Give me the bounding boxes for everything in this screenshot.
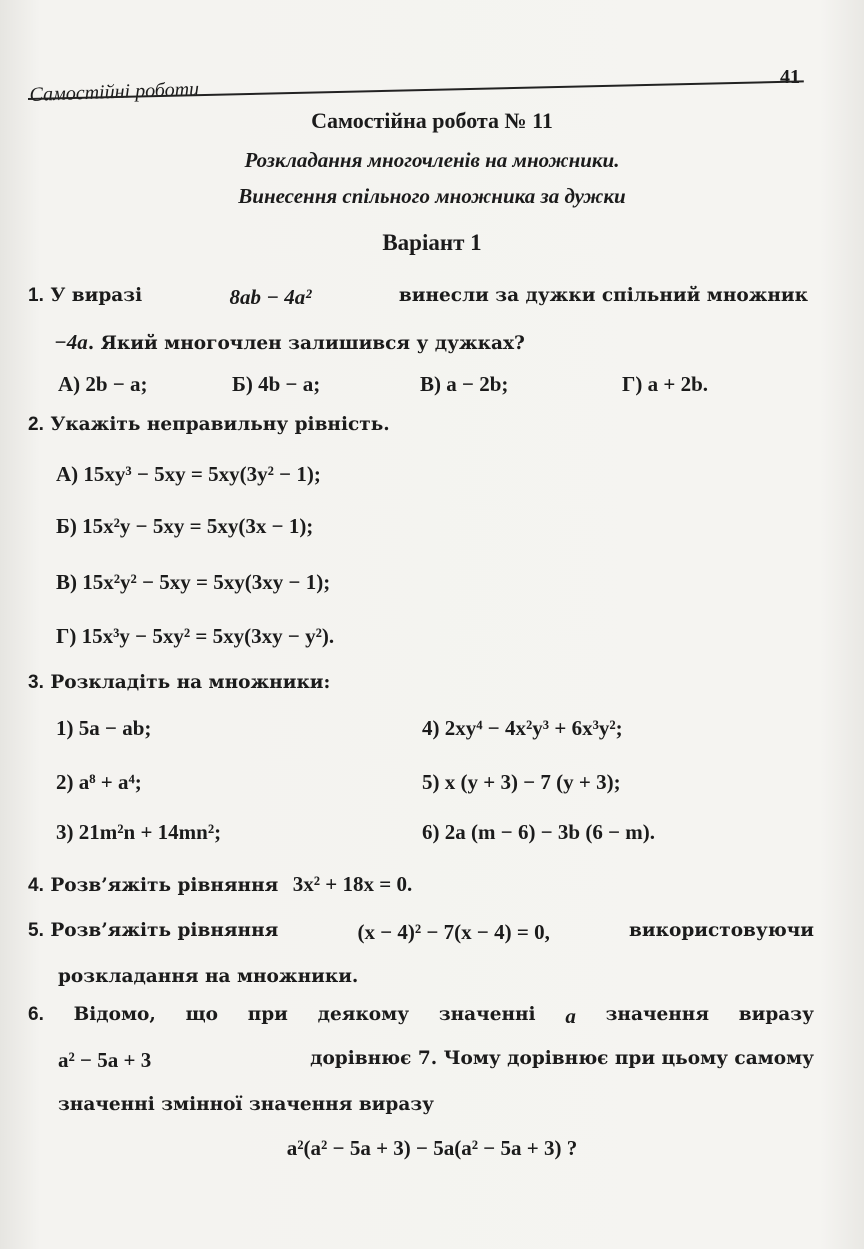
task-text: використовуючи xyxy=(629,920,814,941)
task-word: значення xyxy=(605,1004,710,1025)
answer-option: Б) 4b − a; xyxy=(232,372,321,396)
task-word: при xyxy=(247,1004,288,1025)
task-1-line1 xyxy=(28,285,808,310)
task-number: 4. xyxy=(28,875,44,896)
task-word: Відомо, xyxy=(73,1004,156,1025)
task-1-options xyxy=(0,372,864,400)
task-number: 2. xyxy=(28,414,44,435)
task-text: винесли за дужки спільний множник xyxy=(398,285,808,306)
running-title: Самостійні роботи xyxy=(29,78,200,107)
task-text: Укажіть неправильну рівність. xyxy=(50,414,390,435)
answer-option: Г) 15x³y − 5xy² = 5xy(3xy − y²). xyxy=(56,624,335,648)
task-number: 1. xyxy=(28,285,44,306)
variant-heading: Варіант 1 xyxy=(382,230,482,255)
page-number: 41 xyxy=(780,66,800,88)
exercise-item: 4) 2xy⁴ − 4x²y³ + 6x³y²; xyxy=(422,716,623,740)
task-variable: a xyxy=(565,1004,576,1028)
task-expression: a²(a² − 5a + 3) − 5a(a² − 5a + 3) ? xyxy=(286,1136,578,1160)
exercise-item: 2) a⁸ + a⁴; xyxy=(56,770,142,794)
answer-option: А) 15xy³ − 5xy = 5xy(3y² − 1); xyxy=(56,462,321,486)
task-text: дорівнює 7. Чому дорівнює при цьому самому xyxy=(310,1048,814,1069)
answer-option: Г) a + 2b. xyxy=(622,372,708,396)
task-number: 5. xyxy=(28,920,44,941)
task-text: Розв’яжіть рівняння xyxy=(50,920,279,941)
task-3-line1 xyxy=(28,672,330,694)
task-text: Розкладіть на множники: xyxy=(50,672,331,693)
work-title: Самостійна робота № 11 xyxy=(311,108,553,133)
task-expression: a² − 5a + 3 xyxy=(58,1048,152,1072)
task-text: . Який многочлен залишився у дужках? xyxy=(87,333,525,354)
answer-option: Б) 15x²y − 5xy = 5xy(3x − 1); xyxy=(56,514,314,538)
task-6-line3: значенні змінної значення виразу xyxy=(58,1094,434,1115)
task-word: деякому xyxy=(317,1004,410,1025)
exercise-item: 3) 21m²n + 14mn²; xyxy=(56,820,222,844)
exercise-item: 1) 5a − ab; xyxy=(56,716,152,740)
task-6-line2 xyxy=(58,1048,814,1073)
exercise-item: 6) 2a (m − 6) − 3b (6 − m). xyxy=(422,820,656,844)
page-header xyxy=(28,58,808,107)
task-expression: −4a xyxy=(54,330,88,354)
answer-option: В) 15x²y² − 5xy = 5xy(3xy − 1); xyxy=(56,570,331,594)
task-5-line1 xyxy=(28,920,814,945)
answer-option: В) a − 2b; xyxy=(420,372,509,396)
work-subtitle-line2: Винесення спільного множника за дужки xyxy=(238,184,626,208)
task-text: Розв’яжіть рівняння xyxy=(50,875,279,896)
task-5-line2: розкладання на множники. xyxy=(58,966,359,987)
task-word: значенні xyxy=(438,1004,536,1025)
work-subtitle-line1: Розкладання многочленів на множники. xyxy=(244,148,620,172)
exercise-item: 5) x (y + 3) − 7 (y + 3); xyxy=(422,770,621,794)
task-number: 3. xyxy=(28,672,44,693)
task-6-line1 xyxy=(28,1004,814,1029)
answer-option: А) 2b − a; xyxy=(58,372,148,396)
task-4-line1 xyxy=(28,872,412,897)
task-1-line2 xyxy=(54,330,525,355)
task-expression: 3x² + 18x = 0. xyxy=(292,872,413,896)
task-expression: 8ab − 4a² xyxy=(229,285,312,309)
task-word: виразу xyxy=(738,1004,814,1025)
task-2-line1 xyxy=(28,414,390,436)
task-word: що xyxy=(185,1004,218,1025)
task-text: У виразі xyxy=(50,285,143,306)
task-expression: (x − 4)² − 7(x − 4) = 0, xyxy=(357,920,550,944)
task-number: 6. xyxy=(28,1004,44,1025)
